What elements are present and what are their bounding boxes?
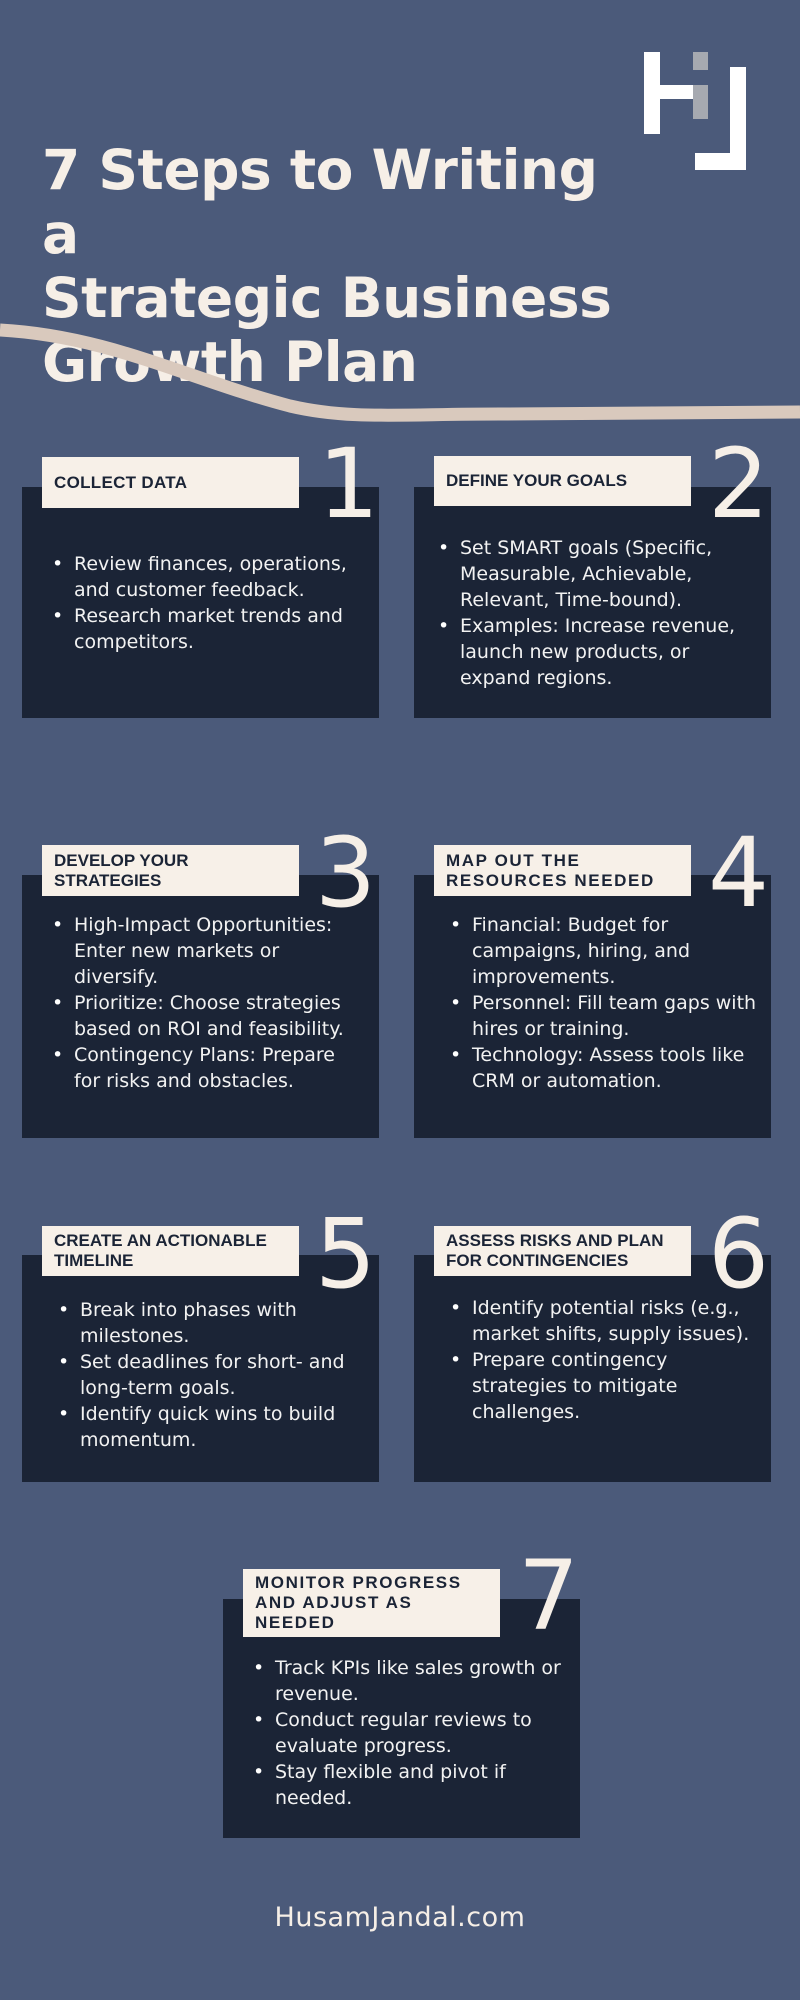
step-4-bullet: • Technology: Assess tools like CRM or automation. (446, 1042, 758, 1094)
step-1-bullet: • Research market trends and competitors. (48, 603, 366, 655)
step-2-bullet: • Set SMART goals (Specific, Measurable, Achievable, Relevant, Time-bound). (434, 535, 754, 613)
step-7-bullet: • Conduct regular reviews to evaluate progress. (249, 1707, 567, 1759)
step-7-bullets (249, 1655, 567, 1811)
step-1-bullets (48, 551, 366, 655)
step-3-bullets (48, 912, 366, 1094)
step-3-bullet: • High-Impact Opportunities: Enter new markets or diversify. (48, 912, 366, 990)
step-3-bullet: • Prioritize: Choose strategies based on ROI and feasibility. (48, 990, 366, 1042)
step-6-bullet: • Prepare contingency strategies to mitigate challenges. (446, 1347, 758, 1425)
step-7-heading: MONITOR PROGRESS AND ADJUST AS NEEDED (243, 1569, 500, 1637)
step-3-heading: DEVELOP YOUR STRATEGIES (42, 845, 299, 896)
step-1-bullet: • Review finances, operations, and customer feedback. (48, 551, 366, 603)
step-3-number: 3 (315, 817, 377, 929)
step-1-number: 1 (318, 428, 380, 540)
decorative-wave (0, 310, 800, 430)
step-6-heading: ASSESS RISKS AND PLAN FOR CONTINGENCIES (434, 1226, 691, 1276)
step-7-bullet: • Track KPIs like sales growth or revenue. (249, 1655, 567, 1707)
step-4-bullet: • Personnel: Fill team gaps with hires or training. (446, 990, 758, 1042)
step-2-bullets (434, 535, 754, 691)
step-2-bullet: • Examples: Increase revenue, launch new products, or expand regions. (434, 613, 754, 691)
step-2-heading: DEFINE YOUR GOALS (434, 456, 691, 506)
step-5-bullet: • Set deadlines for short- and long-term goals. (54, 1349, 366, 1401)
step-7-bullet: • Stay flexible and pivot if needed. (249, 1759, 567, 1811)
title-line-3: Growth Plan (42, 330, 418, 394)
step-6-bullet: • Identify potential risks (e.g., market shifts, supply issues). (446, 1295, 758, 1347)
step-4-bullets (446, 912, 758, 1094)
step-6-bullets (446, 1295, 758, 1425)
hj-monogram-logo-icon (644, 52, 746, 170)
step-5-bullets (54, 1297, 366, 1453)
step-2-number: 2 (708, 428, 770, 540)
step-4-heading: MAP OUT THE RESOURCES NEEDED (434, 845, 691, 896)
step-4-bullet: • Financial: Budget for campaigns, hiring, and improvements. (446, 912, 758, 990)
step-1-heading: COLLECT DATA (42, 457, 299, 508)
title-line-1: 7 Steps to Writing a (42, 138, 598, 266)
step-5-bullet: • Identify quick wins to build momentum. (54, 1401, 366, 1453)
step-6-number: 6 (708, 1198, 770, 1310)
step-5-number: 5 (315, 1198, 377, 1310)
step-3-bullet: • Contingency Plans: Prepare for risks and obstacles. (48, 1042, 366, 1094)
step-5-heading: CREATE AN ACTIONABLE TIMELINE (42, 1226, 299, 1276)
step-7-number: 7 (518, 1540, 580, 1652)
title-line-2: Strategic Business (42, 266, 612, 330)
step-5-bullet: • Break into phases with milestones. (54, 1297, 366, 1349)
step-4-number: 4 (708, 817, 770, 929)
footer-website[interactable]: HusamJandal.com (274, 1902, 526, 1933)
